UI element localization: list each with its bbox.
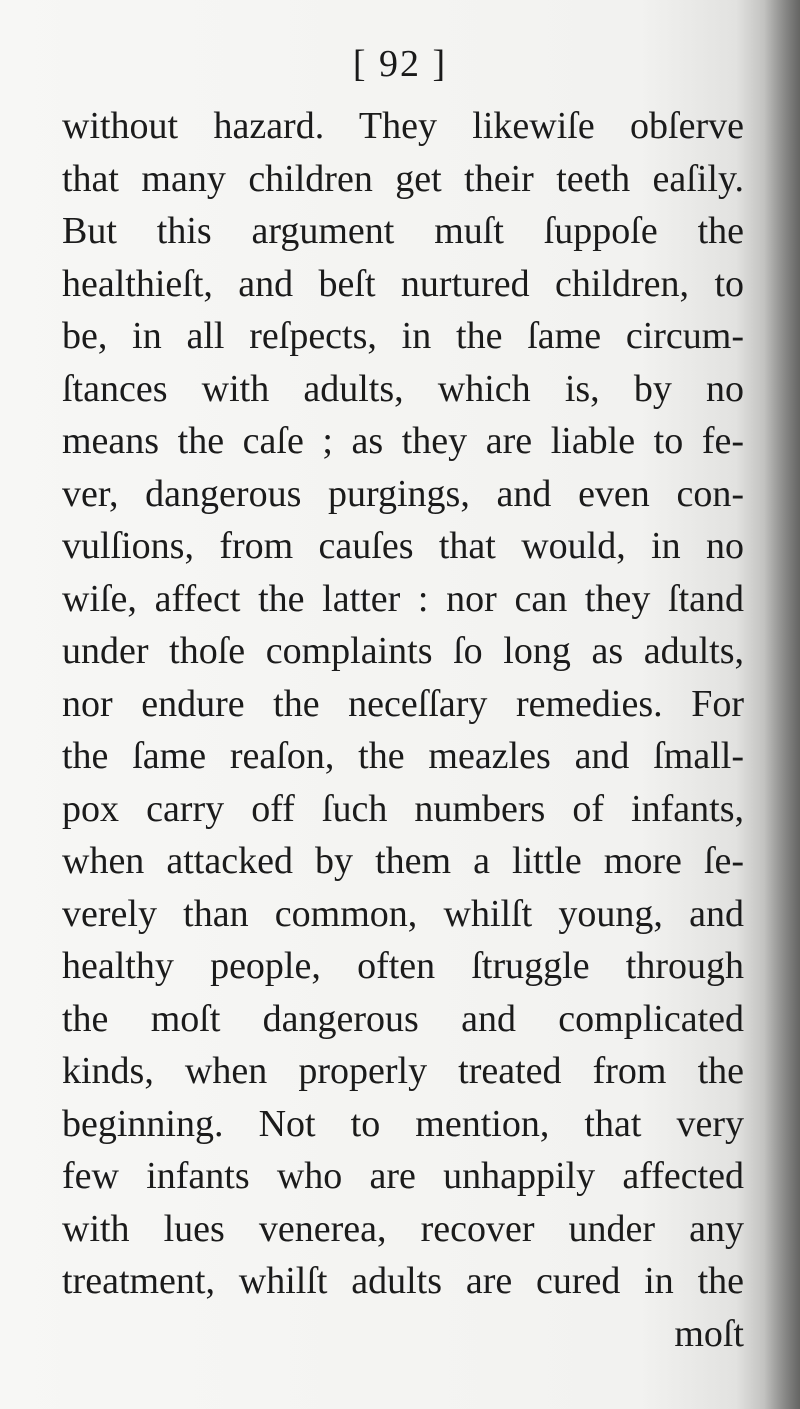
text-line: pox carry off ſuch numbers of infants, (62, 787, 744, 830)
text-line: that many children get their teeth eaſily. (62, 157, 744, 200)
page-edge-shadow (764, 0, 800, 1409)
text-line: under thoſe complaints ſo long as adults, (62, 630, 744, 672)
page-number: [ 92 ] (352, 43, 448, 85)
text-line: means the caſe ; as they are liable to fe- (62, 420, 744, 462)
text-line: the moſt dangerous and complicated (62, 997, 744, 1040)
text-line: verely than common, whilſt young, and (62, 892, 744, 935)
text-line: wiſe, affect the latter : nor can they ſtand (62, 577, 744, 620)
catchword: moſt (674, 1312, 744, 1355)
text-line: when attacked by them a little more ſe- (62, 840, 744, 882)
text-line: be, in all reſpects, in the ſame circum- (62, 315, 744, 357)
text-line: healthieſt, and beſt nurtured children, to (62, 262, 744, 305)
text-line: nor endure the neceſſary remedies. For (62, 682, 744, 725)
text-line: ver, dangerous purgings, and even con- (62, 472, 744, 515)
text-line: treatment, whilſt adults are cured in the (62, 1260, 744, 1302)
text-line: beginning. Not to mention, that very (62, 1102, 744, 1145)
text-line: the ſame reaſon, the meazles and ſmall- (62, 735, 744, 777)
text-line: with lues venerea, recover under any (62, 1207, 744, 1250)
text-line: ſtances with adults, which is, by no (62, 367, 744, 410)
text-line: healthy people, often ſtruggle through (62, 945, 744, 987)
text-line: vulſions, from cauſes that would, in no (62, 525, 744, 567)
body-text (62, 100, 744, 1360)
text-line: kinds, when properly treated from the (62, 1050, 744, 1092)
text-line: without hazard. They likewiſe obſerve (62, 105, 744, 147)
text-line: few infants who are unhappily affected (62, 1155, 744, 1197)
text-line: But this argument muſt ſuppoſe the (62, 210, 744, 252)
